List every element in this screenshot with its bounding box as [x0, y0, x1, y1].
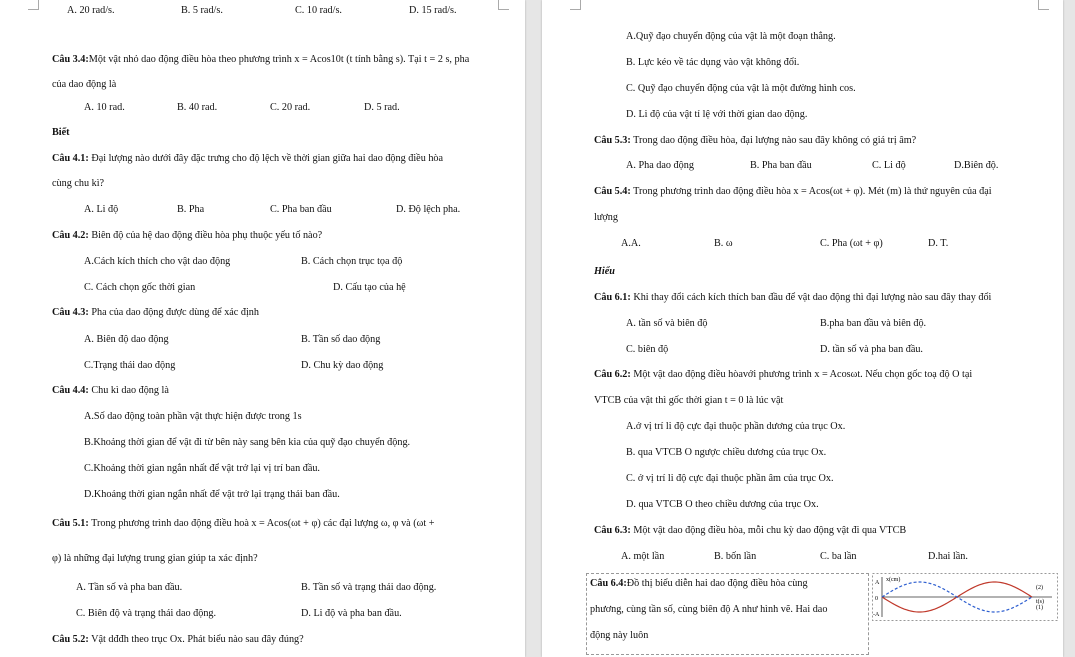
section-heading-biet: Biết: [52, 127, 70, 138]
option-b: B. Tần số và trạng thái dao động.: [301, 582, 437, 593]
question-text: Pha của dao động được dùng để xác định: [91, 307, 259, 318]
page-corner-mark: [498, 0, 509, 10]
option-b: B. Lực kéo về tác dụng vào vật không đổi.: [626, 57, 800, 68]
question-text: Trong phương trình dao động điều hòa x = Acos(ωt + φ). Mét (m) là thứ nguyên của đại: [633, 186, 992, 197]
document-page-left: [0, 0, 525, 657]
option-d: D. 15 rad/s.: [409, 5, 457, 16]
option-b: B. Pha ban đầu: [750, 160, 812, 171]
option-c: C.Khoảng thời gian ngắn nhất để vật trở lại vị trí ban đầu.: [84, 463, 320, 474]
option-d: D. tần số và pha ban đầu.: [820, 344, 923, 355]
option-a: A. Pha dao động: [626, 160, 694, 171]
question-6-4: [590, 578, 808, 590]
graph-label-neg-amplitude: -A: [873, 612, 880, 618]
option-d: D. Li độ và pha ban đầu.: [301, 608, 402, 619]
option-c: C. ba lần: [820, 551, 857, 562]
question-text: Vật dđđh theo trục Ox. Phát biểu nào sau đây đúng?: [91, 634, 304, 645]
page-corner-mark: [570, 0, 581, 10]
question-text-cont: của dao động là: [52, 79, 117, 90]
question-label: Câu 4.1:: [52, 153, 89, 164]
question-4-1: [52, 153, 443, 165]
question-6-2: [594, 369, 972, 381]
question-5-4: [594, 186, 992, 198]
option-a: A. một lần: [621, 551, 665, 562]
question-6-1: [594, 292, 991, 304]
option-b: B. qua VTCB O ngược chiều dương của trục Ox.: [626, 447, 827, 458]
option-a: A.Số dao động toàn phần vật thực hiện được trong 1s: [84, 411, 302, 422]
question-text: Khi thay đổi cách kích thích ban đầu để vật dao động thì đại lượng nào sau đây thay đổi: [633, 292, 992, 303]
option-b: B. 40 rad.: [177, 102, 218, 113]
graph-label-curve-1: (1): [1036, 605, 1043, 611]
option-b: B. Tần số dao động: [301, 334, 381, 345]
option-d: D. qua VTCB O theo chiều dương của trục Ox.: [626, 499, 819, 510]
question-text-cont: VTCB của vật thì gốc thời gian t = 0 là lúc vật: [594, 395, 784, 406]
option-d: D. Li độ của vật tỉ lệ với thời gian dao động.: [626, 109, 808, 120]
option-c: C. biên độ: [626, 344, 669, 355]
question-label: Câu 4.3:: [52, 307, 89, 318]
question-6-3: [594, 525, 906, 537]
question-5-2: [52, 634, 304, 646]
option-c: C. Biên độ và trạng thái dao động.: [76, 608, 217, 619]
question-label: Câu 5.4:: [594, 186, 631, 197]
option-b: B. 5 rad/s.: [181, 5, 223, 16]
question-text: Biên độ của hệ dao động điều hòa phụ thuộc yếu tố nào?: [91, 230, 323, 241]
option-d: D. T.: [928, 238, 949, 249]
question-text-cont: lượng: [594, 212, 618, 223]
option-a: A.Cách kích thích cho vật dao động: [84, 256, 231, 267]
question-text-cont: phương, cùng tần số, cùng biên độ A như hình vẽ. Hai dao: [590, 604, 828, 615]
question-label: Câu 6.4:: [590, 578, 627, 589]
question-text-cont: cùng chu kì?: [52, 178, 105, 189]
question-4-4: [52, 385, 169, 397]
option-c: C. Li độ: [872, 160, 906, 171]
option-c: C. ở vị trí li độ cực đại thuộc phần âm của trục Ox.: [626, 473, 834, 484]
graph-label-taxis: t(s): [1036, 599, 1044, 605]
option-c: C. Cách chọn gốc thời gian: [84, 282, 196, 293]
question-5-1: [52, 518, 434, 530]
question-text-cont: động này luôn: [590, 630, 649, 641]
option-a: A.Quỹ đạo chuyển động của vật là một đoạn thẳng.: [626, 31, 836, 42]
option-c: C. 10 rad/s.: [295, 5, 342, 16]
page-corner-mark: [28, 0, 39, 10]
question-text: Một vật dao động điều hòa, mỗi chu kỳ dao động vật đi qua VTCB: [633, 525, 907, 536]
graph-label-amplitude: A: [875, 580, 880, 586]
option-d: D. Cấu tạo của hệ: [333, 282, 406, 293]
page-corner-mark: [1038, 0, 1049, 10]
question-text: Một vật nhỏ dao động điều hòa theo phương trình x = Acos10t (t tính bằng s). Tại t = 2 s, pha: [88, 54, 470, 65]
option-a: A. 20 rad/s.: [67, 5, 115, 16]
question-label: Câu 6.1:: [594, 292, 631, 303]
question-text: Trong dao động điều hòa, đại lượng nào sau đây không có giá trị âm?: [633, 135, 917, 146]
option-c: C.Trạng thái dao động: [84, 360, 176, 371]
question-text: Đại lượng nào dưới đây đặc trưng cho độ lệch về thời gian giữa hai dao động điều hòa: [91, 153, 444, 164]
graph-label-yaxis: x(cm): [886, 577, 901, 583]
question-text: Một vật dao động điều hòavới phương trình x = Acosωt. Nếu chọn gốc toạ độ O tại: [633, 369, 973, 380]
option-b: B. ω: [714, 238, 733, 249]
question-5-3: [594, 135, 916, 147]
question-text-cont: φ) là những đại lượng trung gian giúp ta xác định?: [52, 553, 258, 564]
graph-label-curve-2: (2): [1036, 585, 1043, 591]
question-label: Câu 4.2:: [52, 230, 89, 241]
graph-label-zero: 0: [875, 596, 878, 602]
option-a: A. Li độ: [84, 204, 119, 215]
question-label: Câu 5.3:: [594, 135, 631, 146]
question-label: Câu 5.2:: [52, 634, 89, 645]
question-4-3: [52, 307, 259, 319]
option-c: C. 20 rad.: [270, 102, 311, 113]
question-label: Câu 4.4:: [52, 385, 89, 396]
option-a: A. 10 rad.: [84, 102, 125, 113]
option-a: A. Biên độ dao động: [84, 334, 169, 345]
question-text: Trong phương trình dao động điều hoà x = Acos(ωt + φ) các đại lượng ω, φ và (ωt +: [91, 518, 435, 529]
question-label: Câu 6.2:: [594, 369, 631, 380]
question-3-4: [52, 54, 469, 66]
question-label: Câu 3.4:: [52, 54, 89, 65]
option-a: A. tần số và biên độ: [626, 318, 708, 329]
option-c: C. Quỹ đạo chuyển động của vật là một đường hình cos.: [626, 83, 856, 94]
question-label: Câu 6.3:: [594, 525, 631, 536]
option-a: A.ở vị trí li độ cực đại thuộc phần dương của trục Ox.: [626, 421, 846, 432]
option-b: B. Pha: [177, 204, 205, 215]
option-d: D. Chu kỳ dao động: [301, 360, 384, 371]
option-d: D.Khoảng thời gian ngắn nhất để vật trở lại trạng thái ban đầu.: [84, 489, 340, 500]
option-b: B. Cách chọn trục tọa độ: [301, 256, 403, 267]
question-4-2: [52, 230, 322, 242]
option-c: C. Pha (ωt + φ): [820, 238, 883, 249]
question-text: Đồ thị biểu diễn hai dao động điều hòa cùng: [626, 578, 808, 589]
option-a: A.A.: [621, 238, 641, 249]
oscillation-graph: [872, 573, 1058, 621]
question-label: Câu 5.1:: [52, 518, 89, 529]
option-b: B.pha ban đầu và biên độ.: [820, 318, 927, 329]
document-page-right: [542, 0, 1063, 657]
option-d: D. Độ lệch pha.: [396, 204, 461, 215]
option-b: B. bốn lần: [714, 551, 757, 562]
option-b: B.Khoảng thời gian để vật đi từ bên này sang bên kia của quỹ đạo chuyển động.: [84, 437, 411, 448]
option-d: D.Biên độ.: [954, 160, 999, 171]
option-d: D. 5 rad.: [364, 102, 400, 113]
option-a: A. Tần số và pha ban đầu.: [76, 582, 183, 593]
question-text: Chu kì dao động là: [91, 385, 169, 396]
option-c: C. Pha ban đầu: [270, 204, 332, 215]
option-d: D.hai lần.: [928, 551, 968, 562]
section-heading-hieu: Hiểu: [594, 266, 615, 277]
